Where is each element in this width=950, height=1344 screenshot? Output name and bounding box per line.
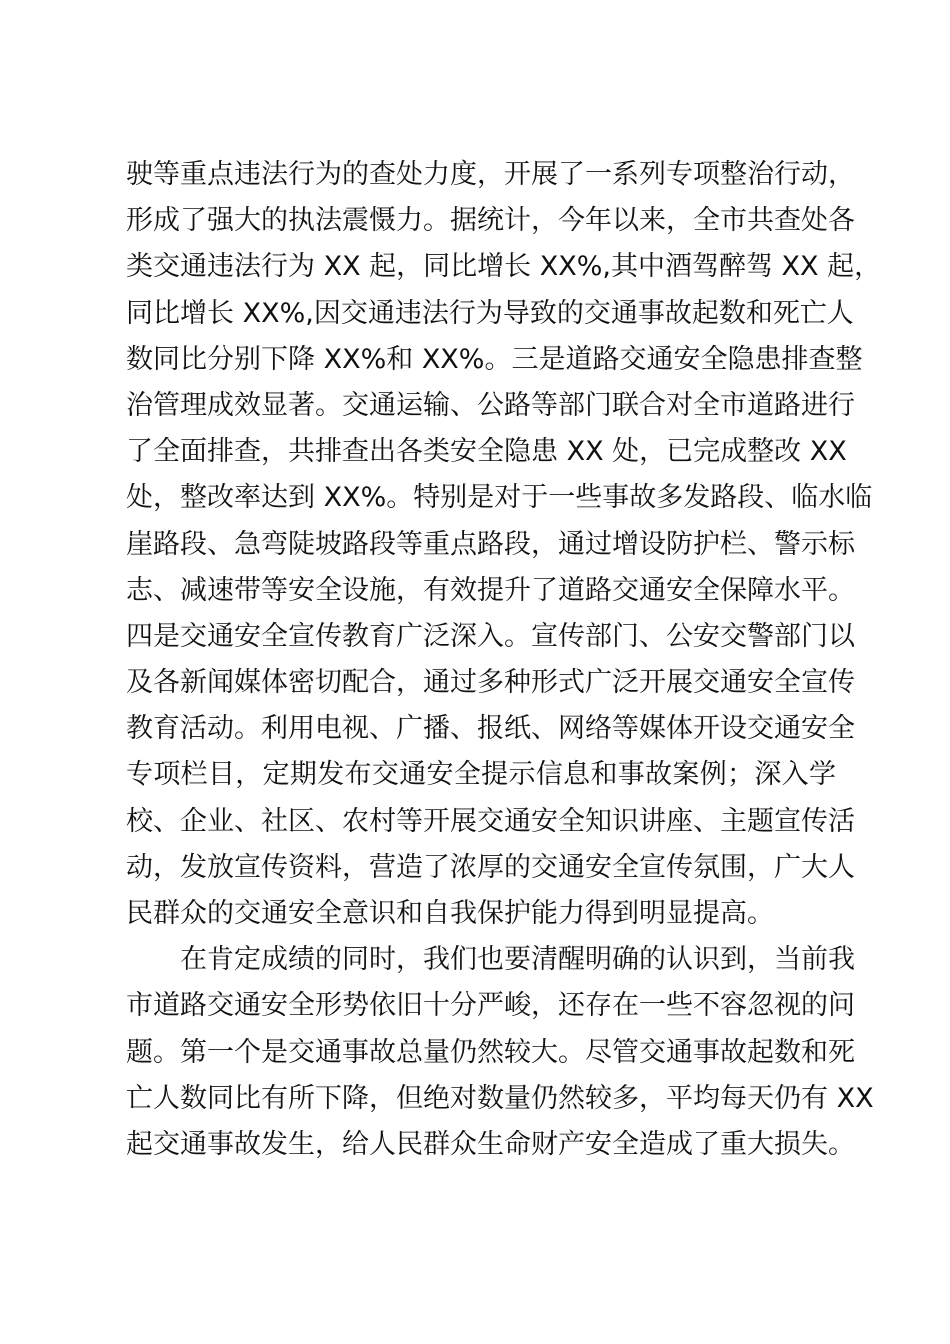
text-line: 教育活动。利用电视、广播、报纸、网络等媒体开设交通安全 — [126, 713, 855, 745]
text-line: 四是交通安全宣传教育广泛深入。宣传部门、公安交警部门以 — [126, 620, 855, 652]
text-line: 志、减速带等安全设施，有效提升了道路交通安全保障水平。 — [126, 574, 855, 606]
text-line: 及各新闻媒体密切配合，通过多种形式广泛开展交通安全宣传 — [126, 667, 855, 699]
text-line: 亡人数同比有所下降，但绝对数量仍然较多，平均每天仍有 XX — [126, 1082, 874, 1114]
text-line: 同比增长 XX%,因交通违法行为导致的交通事故起数和死亡人 — [126, 297, 854, 329]
text-line: 动，发放宣传资料，营造了浓厚的交通安全宣传氛围，广大人 — [126, 851, 855, 883]
text-line: 校、企业、社区、农村等开展交通安全知识讲座、主题宣传活 — [126, 805, 855, 837]
paragraph-end-line: 民群众的交通安全意识和自我保护能力得到明显提高。 — [126, 898, 774, 929]
text-line: 起交通事故发生，给人民群众生命财产安全造成了重大损失。 — [126, 1128, 855, 1160]
text-line: 治管理成效显著。交通运输、公路等部门联合对全市道路进行 — [126, 389, 855, 421]
body-text — [126, 152, 882, 1168]
text-line: 了全面排查，共排查出各类安全隐患 XX 处，已完成整改 XX — [126, 436, 847, 468]
text-line: 处，整改率达到 XX%。特别是对于一些事故多发路段、临水临 — [126, 482, 873, 514]
text-line: 崖路段、急弯陡坡路段等重点路段，通过增设防护栏、警示标 — [126, 528, 855, 560]
text-line: 驶等重点违法行为的查处力度，开展了一系列专项整治行动， — [126, 159, 855, 190]
text-line: 专项栏目，定期发布交通安全提示信息和事故案例；深入学 — [126, 759, 836, 791]
paragraph-first-line: 在肯定成绩的同时，我们也要清醒明确的认识到，当前我 — [180, 944, 855, 976]
text-line: 题。第一个是交通事故总量仍然较大。尽管交通事故起数和死 — [126, 1036, 855, 1068]
text-line: 形成了强大的执法震慑力。据统计，今年以来，全市共查处各 — [126, 205, 855, 237]
text-line: 市道路交通安全形势依旧十分严峻，还存在一些不容忽视的问 — [126, 990, 855, 1022]
text-line: 数同比分别下降 XX%和 XX%。三是道路交通安全隐患排查整 — [126, 343, 863, 375]
text-line: 类交通违法行为 XX 起，同比增长 XX%,其中酒驾醉驾 XX 起， — [126, 251, 882, 283]
